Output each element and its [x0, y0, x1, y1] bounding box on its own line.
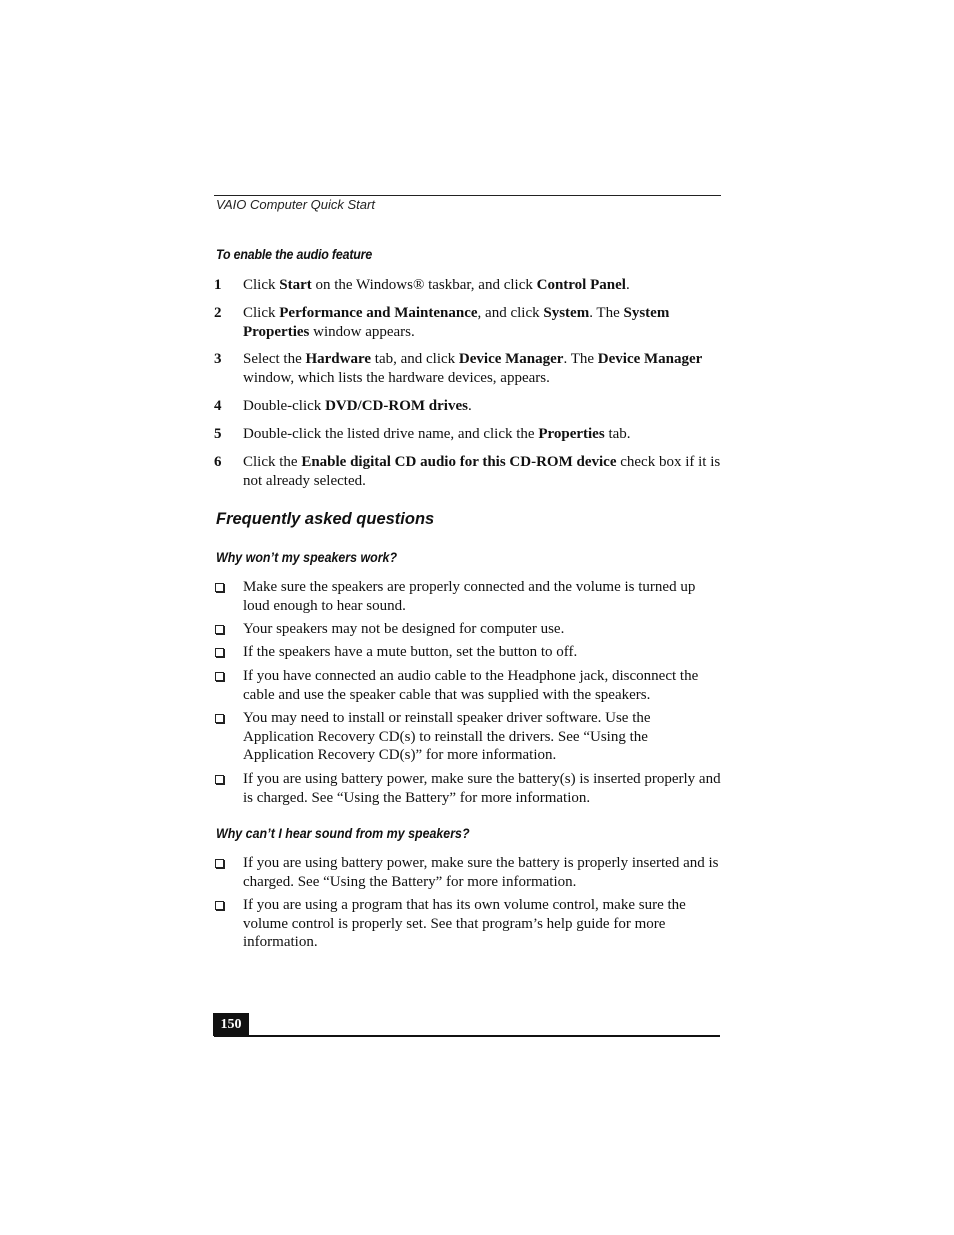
footer-rule — [214, 1035, 720, 1037]
header-rule — [214, 195, 721, 196]
question-sound: Why can’t I hear sound from my speakers? — [216, 826, 470, 841]
question-speakers: Why won’t my speakers work? — [216, 550, 398, 565]
step-text: Double-click the listed drive name, and click the Properties tab. — [243, 426, 631, 442]
running-header: VAIO Computer Quick Start — [216, 197, 375, 212]
procedure-heading: To enable the audio feature — [216, 247, 373, 262]
step-number: 6 — [214, 454, 222, 470]
step-number: 5 — [214, 426, 222, 442]
checkbox-bullet-icon — [215, 648, 224, 657]
checkbox-bullet-icon — [215, 901, 224, 910]
checkbox-bullet-icon — [215, 775, 224, 784]
checkbox-bullet-icon — [215, 859, 224, 868]
checkbox-bullet-icon — [215, 625, 224, 634]
checkbox-bullet-icon — [215, 714, 224, 723]
step-number: 3 — [214, 351, 222, 367]
step-number: 4 — [214, 398, 222, 414]
step-text: Click the Enable digital CD audio for this CD-ROM device check box if it is not already selected. — [243, 454, 721, 489]
step-text: Click Start on the Windows® taskbar, and click Control Panel. — [243, 277, 630, 293]
step-text: Double-click DVD/CD-ROM drives. — [243, 398, 472, 414]
checkbox-bullet-icon — [215, 672, 224, 681]
step-number: 1 — [214, 277, 222, 293]
step-text: Click Performance and Maintenance, and click System. The System Properties window appears. — [243, 305, 670, 340]
document-page: VAIO Computer Quick Start To enable the audio feature 1 Click Start on the Windows® taskbar, and click Control Panel. 2 Click Performance and Maintenance, and click System. The System Properties window appears. 3 Select the Hardware tab, and click Device Manager. The Device Manager window, which lists the hardware devices, appears. 4 Double-click DVD/CD-ROM drives. 5 Double-click the listed drive name, and click the Properties tab. 6 Click the Enable digital CD audio for this CD-ROM device check box if it is not already selected. Frequently asked questions Why won’t my speakers work? Make sure the speakers are properly connected and the volume is turned up loud enough to hear sound. Your speakers may not be designed for computer use. If the speakers have a mute button, set the button to off. If you have connected an audio cable to the Headphone jack, disconnect the cable and use the speaker cable that was supplied with the speakers. You may need to install or reinstall speaker driver software. Use the Application Recovery CD(s) to reinstall the drivers. See “Using the Application Recovery CD(s)” for more information. If you are using battery power, make sure the battery(s) is inserted properly and is charged. See “Using the Battery” for more information. Why can’t I hear sound from my speakers? If you are using battery power, make sure the battery is properly inserted and is charged. See “Using the Battery” for more information. If you are using a program that has its own volume control, make sure the volume control is properly set. See that program’s help guide for more information. 150 — [0, 0, 954, 1235]
step-number: 2 — [214, 305, 222, 321]
checkbox-bullet-icon — [215, 583, 224, 592]
page-number: 150 — [213, 1013, 249, 1036]
step-text: Select the Hardware tab, and click Device Manager. The Device Manager window, which lists the hardware devices, appears. — [243, 351, 703, 386]
faq-heading: Frequently asked questions — [216, 510, 435, 528]
